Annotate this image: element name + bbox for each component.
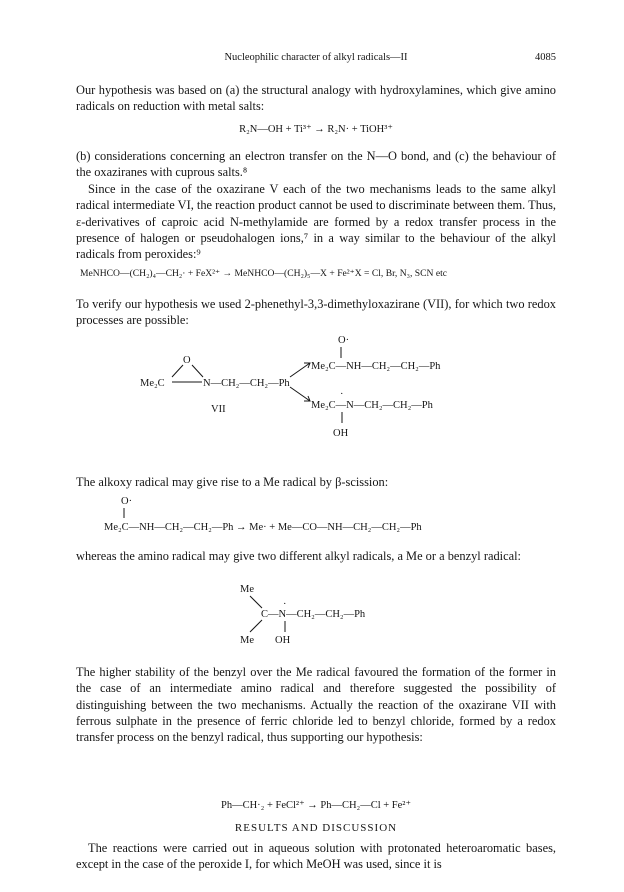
paragraph-amino-radical: whereas the amino radical may give two different alkyl radicals, a Me or a benzyl radical: [76, 549, 521, 563]
bond-lower-methyl [250, 620, 262, 632]
alkoxy-radical-oxygen: O· [338, 335, 350, 346]
paragraph-oxazirane-v: Since in the case of the oxazirane V each of the two mechanisms leads to the same alkyl radical intermediate VI, the reaction product cannot be used to discriminate between them. Thus, ε-derivatives of caproic acid N-methylamide are formed by a redox transfer process in the presence of halogen or pseudohalogen ions,⁷ in a way similar to the behaviour of the alkyl radicals from peroxides:⁹ [76, 182, 556, 262]
scheme-oxazirane-vii [0, 335, 624, 475]
equation-benzyl-chloride: Ph—CH·₂ + FeCl²⁺ → Ph—CH₂—Cl + Fe²⁺ [221, 800, 411, 811]
ring-carbon-label: Me₂C [140, 378, 165, 389]
equation-beta-scission [0, 490, 624, 542]
amino-chain-label: C—N—CH₂—CH₂—Ph [261, 609, 366, 620]
ring-oxygen-label: O [183, 355, 191, 366]
upper-methyl-label: Me [240, 584, 254, 595]
lower-methyl-label: Me [240, 635, 254, 646]
scission-reaction-text: Me₂C—NH—CH₂—CH₂—Ph → Me· + Me—CO—NH—CH₂—CH₂—Ph [104, 522, 422, 533]
alkoxy-radical-chain: Me₂C—NH—CH₂—CH₂—Ph [311, 361, 441, 372]
paragraph-verify-hypothesis: To verify our hypothesis we used 2-phenethyl-3,3-dimethyloxazirane (VII), for which two redox processes are possible: [76, 297, 556, 328]
ring-bond-c-o [172, 365, 183, 377]
paragraph-results: The reactions were carried out in aqueous solution with protonated heteroaromatic bases, except in the case of the peroxide I, for which MeOH was used, since it is [76, 841, 556, 872]
amino-radical-chain: Me₂C—N—CH₂—CH₂—Ph [311, 400, 433, 411]
amino-hydroxyl-label: OH [333, 428, 349, 439]
paragraph-hypothesis: Our hypothesis was based on (a) the structural analogy with hydroxylamines, which give amino radicals on reduction with metal salts: [76, 83, 556, 114]
scheme-amino-radical [0, 580, 624, 652]
scission-radical-oxygen: O· [121, 496, 133, 507]
arrow-to-alkoxy [290, 363, 310, 377]
running-header [76, 52, 556, 68]
amino-radical-dot: · [340, 389, 344, 400]
hydroxyl-label: OH [275, 635, 291, 646]
equation-redox-transfer: MeNHCO—(CH₂)₄—CH₂· + FeX²⁺ → MeNHCO—(CH₂)₅—X + Fe²⁺X = Cl, Br, N₃, SCN etc [80, 268, 448, 279]
bond-upper-methyl [250, 596, 262, 608]
arrow-to-amino [290, 387, 310, 401]
page-number: 4085 [535, 52, 556, 63]
nitrogen-radical-dot: · [283, 599, 287, 610]
compound-label-vii: VII [211, 404, 226, 415]
oxazirane-chain-label: N—CH₂—CH₂—Ph [203, 378, 290, 389]
paragraph-benzyl-stability: The higher stability of the benzyl over the Me radical favoured the formation of the former in the case of an intermediate amino radical and therefore suggested the possibility of distinguishing between the two mechanisms. Actually the reaction of the oxazirane VII with ferrous sulphate in the presence of ferric chloride led to benzyl chloride, formed by a redox transfer process on the benzyl radical, thus supporting our hypothesis: [76, 665, 556, 745]
running-title: Nucleophilic character of alkyl radicals—II [224, 52, 408, 63]
equation-hydroxylamine-reduction: R₂N—OH + Ti³⁺ → R₂N· + TiOH³⁺ [239, 124, 393, 135]
ring-bond-o-n [192, 365, 203, 377]
paragraph-considerations: (b) considerations concerning an electron transfer on the N—O bond, and (c) the behaviour of the oxaziranes with cuprous salts.⁸ [76, 149, 556, 180]
paragraph-beta-scission: The alkoxy radical may give rise to a Me radical by β-scission: [76, 475, 389, 489]
section-heading: RESULTS AND DISCUSSION [234, 822, 398, 834]
